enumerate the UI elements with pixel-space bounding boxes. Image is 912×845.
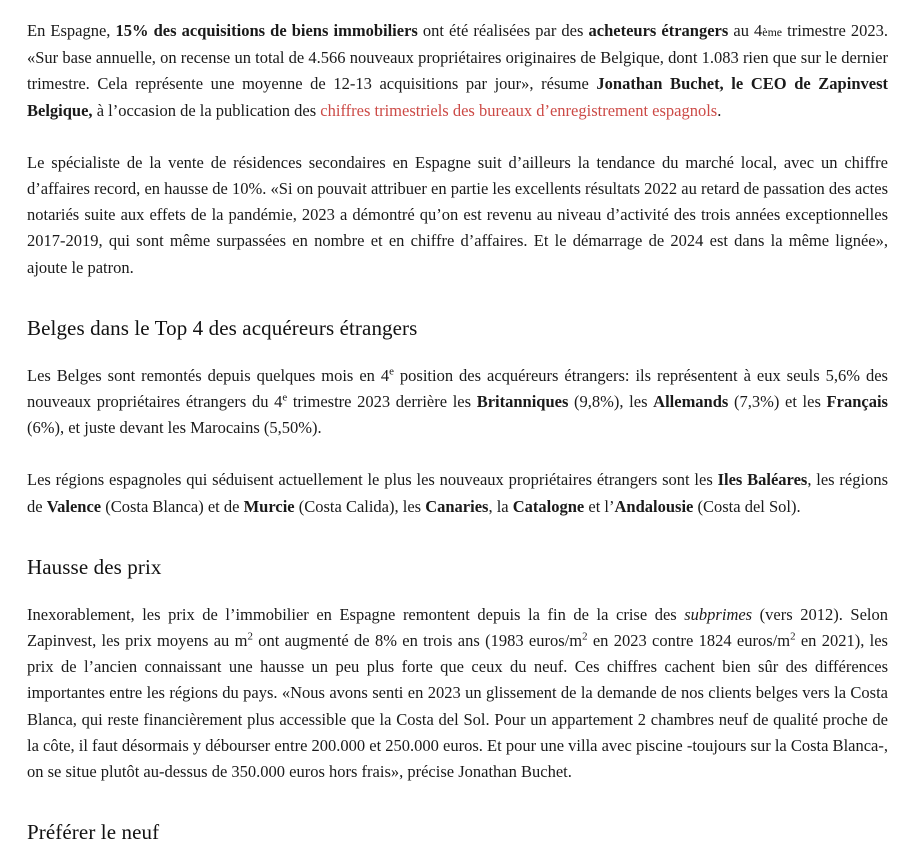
ordinal-superscript: e [282,391,288,404]
ordinal-suffix: ème [762,25,783,39]
text-segment: en 2021), les prix de l’ancien connaissant une hausse un peu plus forte que ceux du neuf. Ces chiffres cachent bien sûr des différences importantes entre les régions du pays. «Nous avons senti en 2023 un glissement de la demande de nos clients belges vers la Costa Blanca, qui reste financièrement plus accessible que la Costa del Sol. Pour un appartement 2 chambres neuf de qualité proche de la côte, il faut désormais y débourser entre 200.000 et 250.000 euros. Et pour une villa avec piscine -toujours sur la Costa Blanca-, on se situe plutôt au-dessus de 350.000 euros hors frais», précise Jonathan Buchet. [27,631,888,782]
paragraph-specialiste: Le spécialiste de la vente de résidences secondaires en Espagne suit d’ailleurs la tendance du marché local, avec un chiffre d’affaires record, en hausse de 10%. «Si on pouvait attribuer en partie les excellents résultats 2022 au retard de passation des actes notariés suite aux effets de la pandémie, 2023 a démontré qu’on est revenu au niveau d’activité des trois années exceptionnelles 2017-2019, qui sont même surpassées en nombre et en chiffre d’affaires. Et le démarrage de 2024 est dans la même lignée», ajoute le patron. [27,152,888,277]
paragraph-intro [27,18,888,124]
bold-emphasis-acheteurs: acheteurs étrangers [588,21,729,40]
paragraph-prix [27,602,888,785]
text-segment: au 4 [728,21,763,40]
text-segment: , la [488,496,513,516]
text-segment: ont augmenté de 8% en trois ans (1983 euros/m [252,631,583,651]
text-segment: trimestre 2023 derrière les [287,392,477,412]
text-segment: (7,3%) et les [728,392,827,412]
text-segment: (vers 2012). Selon Zapinvest, les prix moyens au m [27,604,888,651]
text-segment: et l’ [584,496,615,516]
square-superscript: 2 [247,630,253,643]
square-superscript: 2 [790,630,796,643]
bold-emphasis-canaries: Canaries [425,496,489,516]
text-segment: en 2023 contre 1824 euros/m [587,631,791,651]
text-segment: ont été réalisées par des [417,21,589,40]
text-segment: à l’occasion de la publication des [92,100,321,120]
heading-preferer-le-neuf: Préférer le neuf [27,820,160,845]
text-segment: Inexorablement, les prix de l’immobilier en Espagne remontent depuis la fin de la crise des [27,604,685,624]
bold-emphasis-britanniques: Britanniques [476,392,569,412]
text-segment: (Costa Blanca) et de [101,496,244,516]
text-segment: Les régions espagnoles qui séduisent actuellement le plus les nouveaux propriétaires étrangers sont les [27,470,718,490]
bold-emphasis-catalogne: Catalogne [512,496,585,516]
ordinal-superscript: e [389,365,394,378]
bold-emphasis-ceo: Jonathan Buchet, le CEO de Zapinvest Belgique, [27,74,888,120]
text-segment: (6%), et juste devant les Marocains (5,50%). [27,418,322,438]
italic-subprimes: subprimes [684,604,753,624]
text-segment: (9,8%), les [568,392,654,412]
text-segment: (Costa Calida), les [294,496,426,516]
heading-hausse-des-prix: Hausse des prix [27,554,162,579]
text-segment: , les régions de [27,470,888,516]
square-superscript: 2 [582,630,588,643]
bold-emphasis-andalousie: Andalousie [614,496,694,516]
text-segment: trimestre 2023. «Sur base annuelle, on recense un total de 4.566 nouveaux propriétaires originaires de Belgique, dont 1.083 rien que sur le dernier trimestre. Cela représente une moyenne de 12-13 acquisitions par jour», résume [27,21,889,94]
heading-belges-top-4: Belges dans le Top 4 des acquéreurs étrangers [27,315,418,340]
link-chiffres-trimestriels[interactable]: chiffres trimestriels des bureaux d’enregistrement espagnols [320,100,718,120]
text-segment: position des acquéreurs étrangers: ils représentent à eux seuls 5,6% des nouveaux propriétaires étrangers du 4 [27,365,888,412]
bold-emphasis-murcie: Murcie [243,496,295,516]
text-segment: (Costa del Sol). [693,496,801,516]
bold-emphasis-francais: Français [826,392,888,412]
bold-emphasis-acquisitions: 15% des acquisitions de biens immobiliers [115,21,418,40]
bold-emphasis-baleares: Iles Baléares [717,470,808,490]
bold-emphasis-valence: Valence [46,496,102,516]
text-segment: Les Belges sont remontés depuis quelques mois en 4 [27,365,390,385]
paragraph-belges-position [27,363,888,442]
text-segment: En Espagne, [27,21,116,40]
bold-emphasis-allemands: Allemands [653,392,729,412]
text-segment: . [717,100,722,120]
paragraph-regions [27,467,888,519]
